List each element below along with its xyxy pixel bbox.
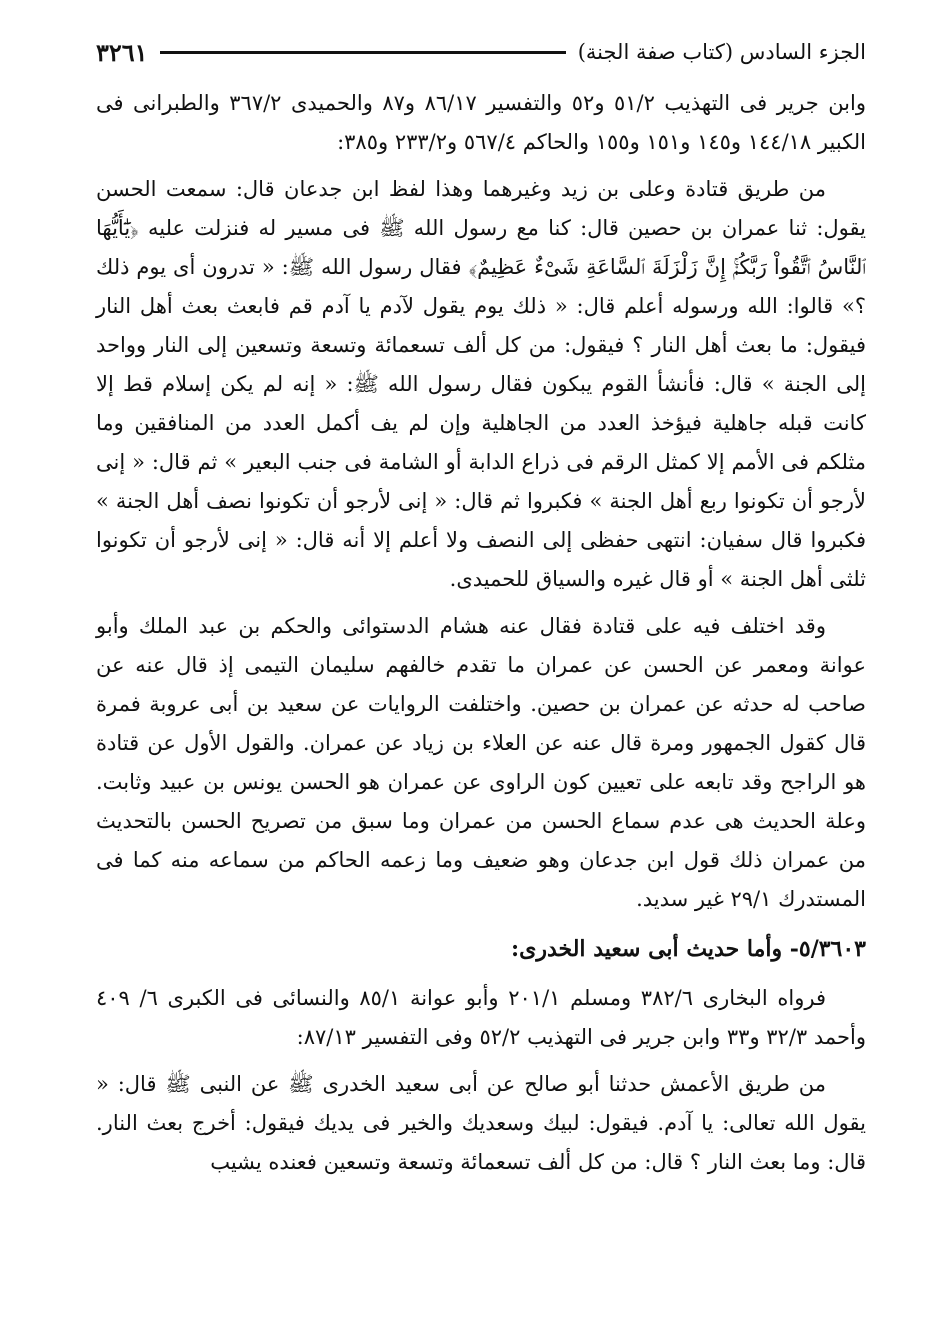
citation-paragraph-2: فرواه البخارى ٣٨٢/٦ ومسلم ٢٠١/١ وأبو عوانة ٨٥/١ والنسائى فى الكبرى ٦/ ٤٠٩ وأحمد ٣٢/٣ و٣٣ وابن جرير فى التهذيب ٥٢/٢ وفى التفسير ٨٧/١٣:: [96, 986, 866, 1049]
commentary-paragraph: وقد اختلف فيه على قتادة فقال عنه هشام الدستوائى والحكم بن عبد الملك وأبو عوانة ومعمر عن الحسن عن عمران ما تقدم خالفهم سليمان التيمى إذ قال عنه عن صاحب له حدثه عن عمران بن حصين. واختلفت الروايات عن سعيد بن أبى عروبة فمرة قال كقول الجمهور ومرة قال عنه عن العلاء بن زياد عن عمران. والقول الأول عن قتادة هو الراجح وقد تابعه على تعيين كون الراوى عن عمران هو الحسن يونس بن عبيد وثابت. وعلة الحديث هى عدم سماع الحسن من عمران وما سبق من تصريح الحسن بالتحديث من عمران ذلك قول ابن جدعان وهو ضعيف وما زعمه الحاكم من سماعه منه كما فى المستدرك ٢٩/١ غير سديد.: [96, 614, 866, 911]
page-body: [96, 84, 866, 1182]
section-heading: ٥/٣٦٠٣- وأما حديث أبى سعيد الخدرى:: [511, 936, 866, 962]
hadith-text-paragraph: من طريق قتادة وعلى بن زيد وغيرهما وهذا لفظ ابن جدعان قال: سمعت الحسن يقول: ثنا عمران بن حصين قال: كنا مع رسول الله ﷺ فى مسير له فنزلت عليه ﴿يَٰٓأَيُّهَا ٱلنَّاسُ ٱتَّقُواْ رَبَّكُمْۚ إِنَّ زَلْزَلَةَ ٱلسَّاعَةِ شَىْءٌ عَظِيمٌ﴾ فقال رسول الله ﷺ: « تدرون أى يوم ذلك ؟» قالوا: الله ورسوله أعلم قال: « ذلك يوم يقول لآدم يا آدم قم فابعث بعث أهل النار فيقول: ما بعث أهل النار ؟ فيقول: من كل ألف تسعمائة وتسعة وتسعين إلى النار وواحد إلى الجنة » قال: فأنشأ القوم يبكون فقال رسول الله ﷺ: « إنه لم يكن إسلام قط إلا كانت قبله جاهلية فيؤخذ العدد من الجاهلية وإن لم يف أكمل العدد من المنافقين وما مثلكم فى الأمم إلا كمثل الرقم فى ذراع الدابة أو الشامة فى جنب البعير » ثم قال: « إنى لأرجو أن تكونوا ربع أهل الجنة » فكبروا ثم قال: « إنى لأرجو أن تكونوا نصف أهل الجنة » فكبروا قال سفيان: انتهى حفظى إلى النصف ولا أعلم إلا أنه قال: « إنى لأرجو أن تكونوا ثلثى أهل الجنة » أو قال غيره والسياق للحميدى.: [96, 177, 866, 591]
hadith-text-paragraph-2: من طريق الأعمش حدثنا أبو صالح عن أبى سعيد الخدرى ﷺ عن النبى ﷺ قال: « يقول الله تعالى: يا آدم. فيقول: لبيك وسعديك والخير فى يديك فيقول: أخرج بعث النار. قال: وما بعث النار ؟ قال: من كل ألف تسعمائة وتسعة وتسعين فعنده يشيب: [96, 1072, 866, 1174]
running-title: الجزء السادس (كتاب صفة الجنة): [577, 40, 866, 64]
header-rule: [160, 51, 566, 54]
page-header: [96, 30, 866, 74]
citation-paragraph: وابن جرير فى التهذيب ٥١/٢ و٥٢ والتفسير ٨٦/١٧ و٨٧ والحميدى ٣٦٧/٢ والطبرانى فى الكبير ١٤٤/١٨ و١٤٥ و١٥١ و١٥٥ والحاكم ٥٦٧/٤ و٢٣٣/٢ و٣٨٥:: [96, 91, 867, 154]
page-number: ٣٢٦١: [96, 37, 148, 67]
